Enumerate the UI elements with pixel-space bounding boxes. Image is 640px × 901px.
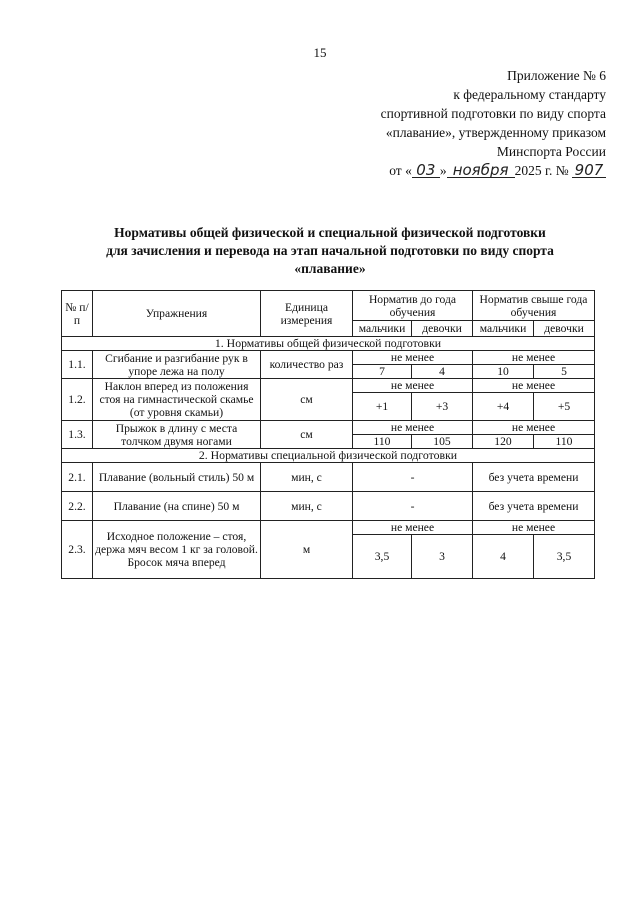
row-number: 2.1. <box>62 463 93 492</box>
row-exercise: Сгибание и разгибание рук в упоре лежа на полу <box>93 351 261 379</box>
title-line: Нормативы общей физической и специальной физической подготовки <box>114 225 546 240</box>
title-line: «плавание» <box>294 261 366 276</box>
page-number: 15 <box>313 45 327 60</box>
annex-line: «плавание», утвержденному приказом <box>385 125 606 140</box>
value-girls-after: 5 <box>534 365 595 379</box>
row-number: 2.2. <box>62 492 93 521</box>
header-unit: Единица измерения <box>261 291 353 337</box>
table-header-row <box>62 291 595 321</box>
header-after-year: Норматив свыше года обучения <box>473 291 595 321</box>
row-number: 1.3. <box>62 421 93 449</box>
row-unit: см <box>261 379 353 421</box>
header-girls: девочки <box>412 321 473 337</box>
order-year: 2025 г. № <box>514 163 569 178</box>
annex-line: Минспорта России <box>496 144 606 159</box>
header-girls: девочки <box>534 321 595 337</box>
row-unit: количество раз <box>261 351 353 379</box>
header-num: № п/п <box>62 291 93 337</box>
value-after-year: без учета времени <box>473 492 595 521</box>
header-boys: мальчики <box>473 321 534 337</box>
title-line: для зачисления и перевода на этап начальной подготовки по виду спорта <box>106 243 554 258</box>
section-title: 1. Нормативы общей физической подготовки <box>62 337 595 351</box>
table-row <box>62 521 595 535</box>
header-before-year: Норматив до года обучения <box>353 291 473 321</box>
value-after-year: без учета времени <box>473 463 595 492</box>
value-boys-before: +1 <box>353 393 412 421</box>
not-less-label: не менее <box>473 351 595 365</box>
value-boys-after: 10 <box>473 365 534 379</box>
value-before-year: - <box>353 492 473 521</box>
row-number: 2.3. <box>62 521 93 579</box>
date-prefix: от « <box>389 163 412 178</box>
section-row <box>62 337 595 351</box>
norms-table <box>61 290 595 579</box>
value-girls-before: 3 <box>412 535 473 579</box>
value-boys-before: 110 <box>353 435 412 449</box>
not-less-label: не менее <box>353 421 473 435</box>
row-number: 1.1. <box>62 351 93 379</box>
handwritten-month: ноября <box>447 163 515 178</box>
table-row <box>62 463 595 492</box>
value-girls-before: 4 <box>412 365 473 379</box>
header-boys: мальчики <box>353 321 412 337</box>
value-girls-after: 110 <box>534 435 595 449</box>
table-row <box>62 492 595 521</box>
handwritten-day: 03 <box>412 163 440 178</box>
row-exercise: Плавание (вольный стиль) 50 м <box>93 463 261 492</box>
order-date-line <box>306 161 606 180</box>
row-unit: м <box>261 521 353 579</box>
value-girls-before: +3 <box>412 393 473 421</box>
row-exercise: Прыжок в длину с места толчком двумя ногами <box>93 421 261 449</box>
row-unit: мин, с <box>261 463 353 492</box>
row-exercise: Плавание (на спине) 50 м <box>93 492 261 521</box>
table-row <box>62 421 595 435</box>
row-exercise: Наклон вперед из положения стоя на гимнастической скамье (от уровня скамьи) <box>93 379 261 421</box>
annex-line: к федеральному стандарту <box>453 87 606 102</box>
annex-line: Приложение № 6 <box>507 68 606 83</box>
value-boys-before: 7 <box>353 365 412 379</box>
not-less-label: не менее <box>353 379 473 393</box>
row-number: 1.2. <box>62 379 93 421</box>
not-less-label: не менее <box>353 521 473 535</box>
value-girls-after: 3,5 <box>534 535 595 579</box>
value-boys-after: +4 <box>473 393 534 421</box>
not-less-label: не менее <box>473 379 595 393</box>
date-separator: » <box>439 163 447 178</box>
value-girls-before: 105 <box>412 435 473 449</box>
value-girls-after: +5 <box>534 393 595 421</box>
value-boys-before: 3,5 <box>353 535 412 579</box>
row-exercise: Исходное положение – стоя, держа мяч весом 1 кг за головой. Бросок мяча вперед <box>93 521 261 579</box>
value-boys-after: 4 <box>473 535 534 579</box>
header-exercise: Упражнения <box>93 291 261 337</box>
table-row <box>62 351 595 365</box>
not-less-label: не менее <box>473 421 595 435</box>
row-unit: см <box>261 421 353 449</box>
table-row <box>62 379 595 393</box>
value-before-year: - <box>353 463 473 492</box>
row-unit: мин, с <box>261 492 353 521</box>
not-less-label: не менее <box>353 351 473 365</box>
section-title: 2. Нормативы специальной физической подготовки <box>62 449 595 463</box>
annex-line: спортивной подготовки по виду спорта <box>380 106 606 121</box>
document-title <box>40 224 620 278</box>
section-row <box>62 449 595 463</box>
annex-header <box>306 66 606 180</box>
value-boys-after: 120 <box>473 435 534 449</box>
not-less-label: не менее <box>473 521 595 535</box>
handwritten-number: 907 <box>572 163 606 178</box>
